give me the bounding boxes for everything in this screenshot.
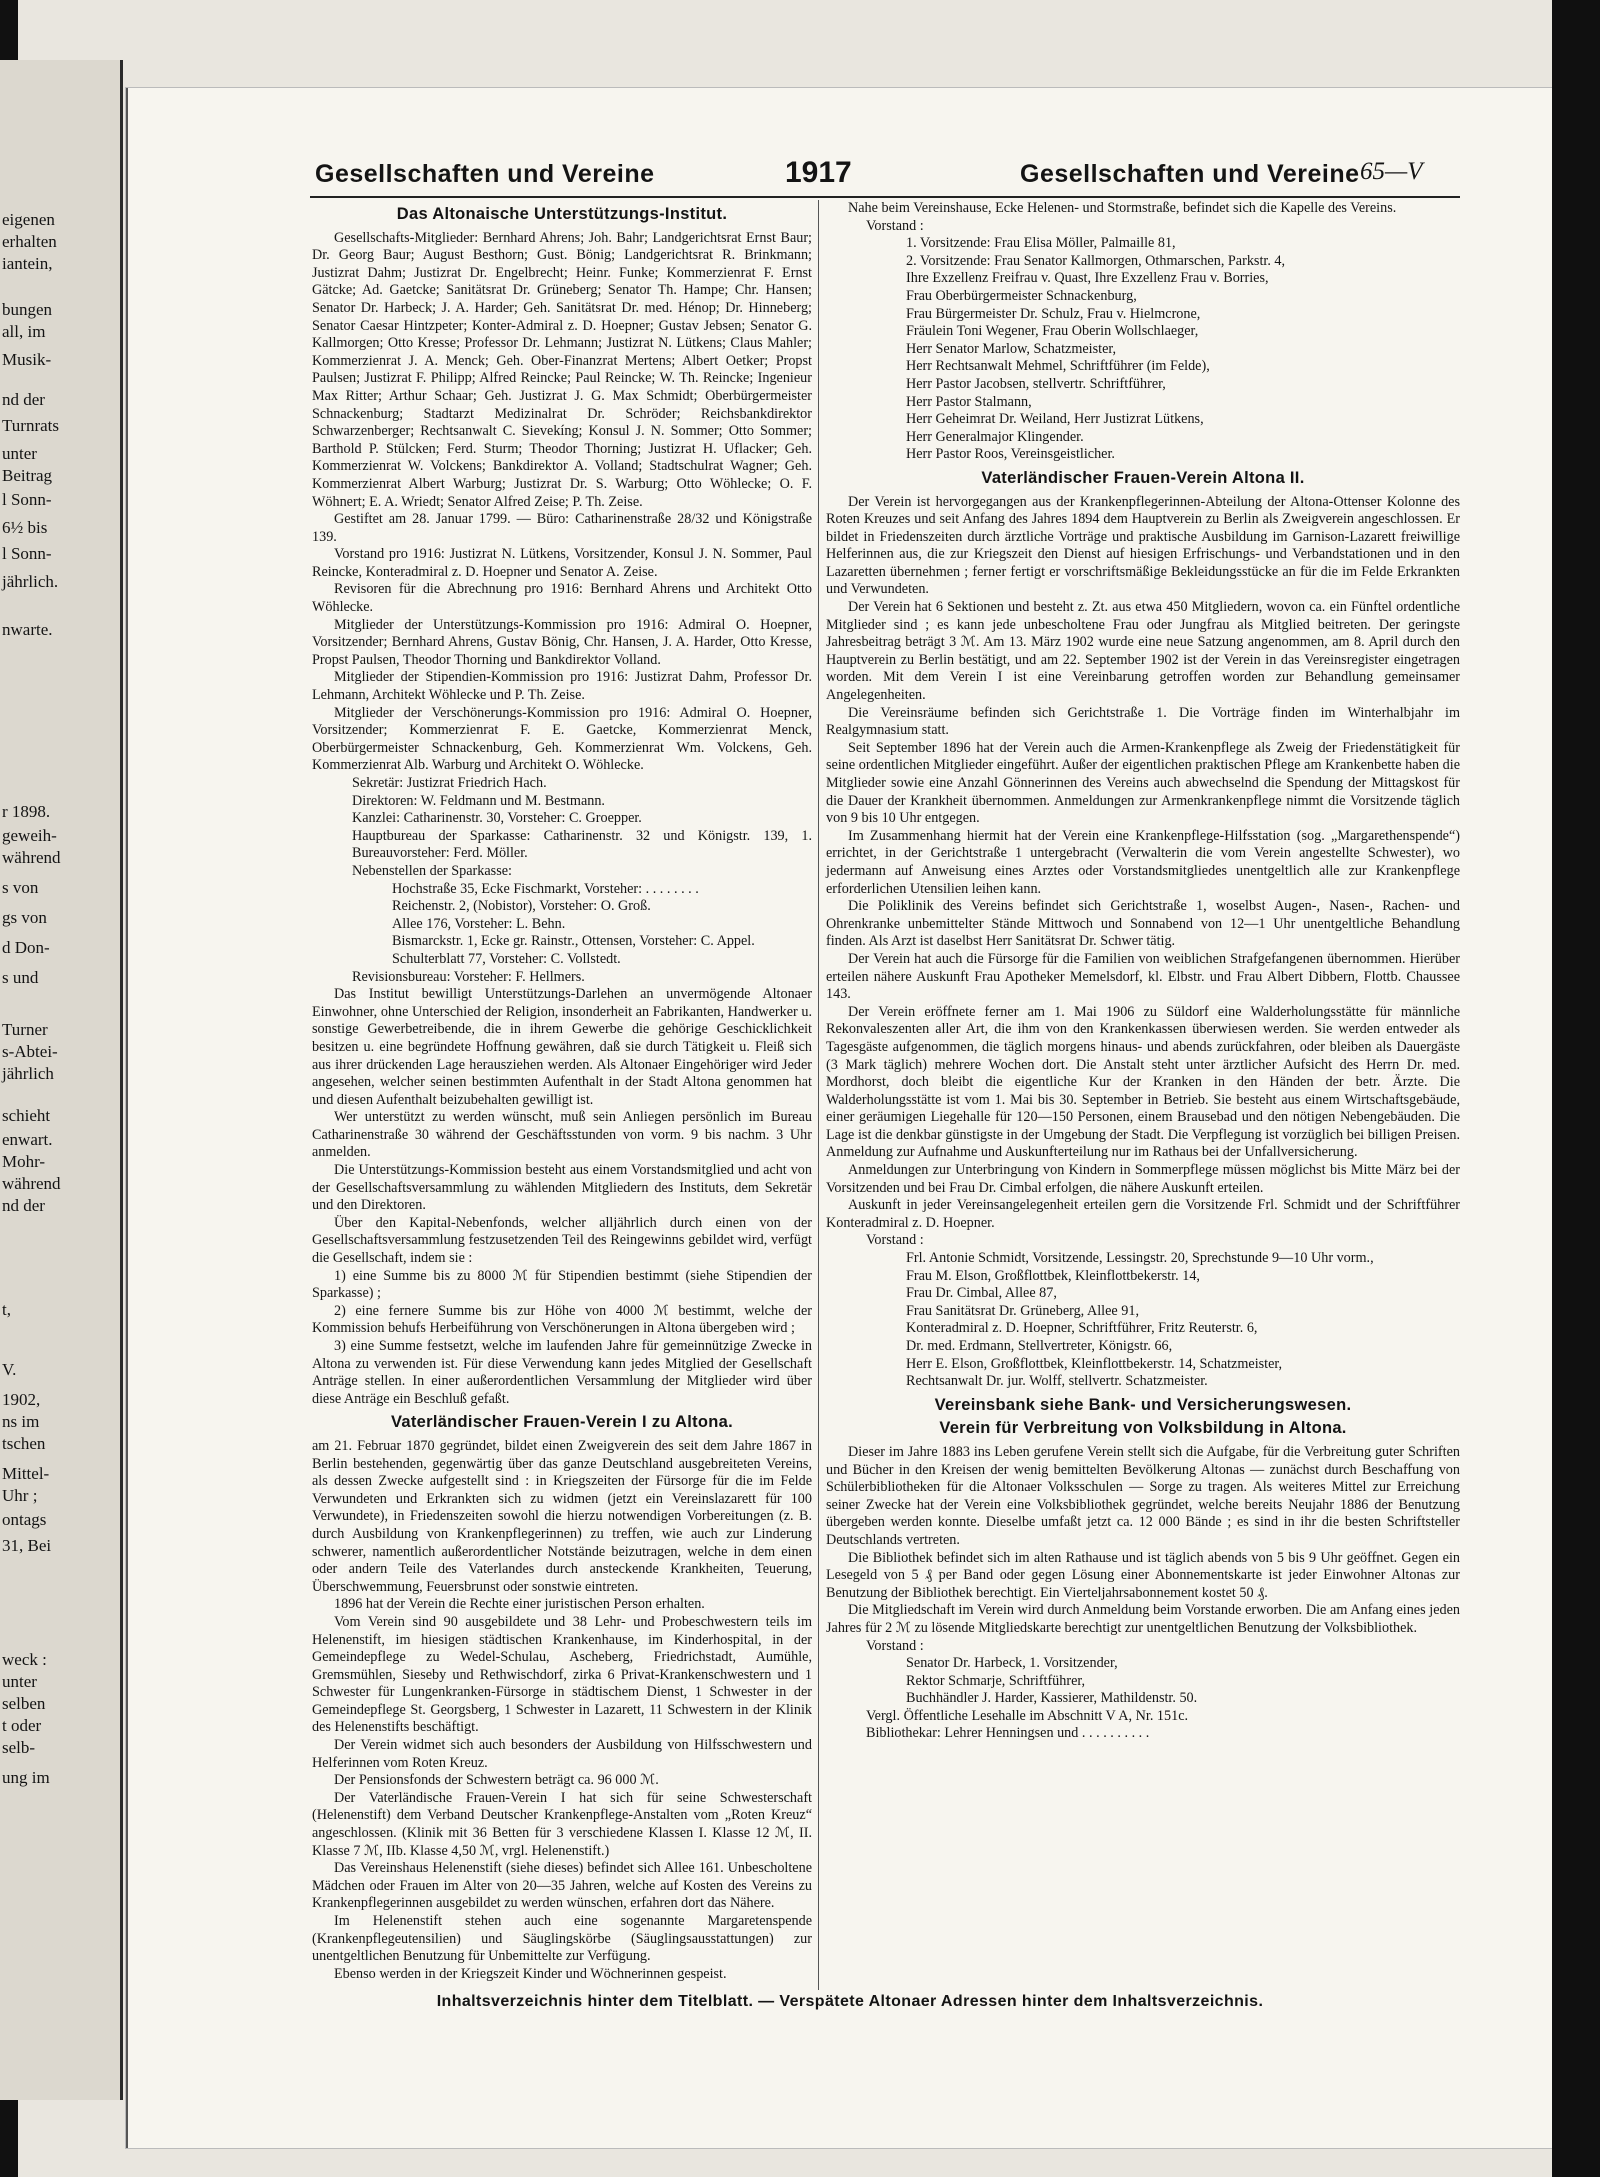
prev-page-text: ns im: [2, 1412, 40, 1431]
prev-page-text: tschen: [2, 1434, 46, 1453]
paragraph: Mitglieder der Verschönerungs-Kommission pro 1916: Admiral O. Hoepner, Vorsitzender; Kommerzienrat F. E. Gaetcke, Kommerzienrat Menck, Oberbürgermeister Schnackenburg, Geh. Kommerzienrat Wm. Volckens, Geh. Kommerzienrat Alb. Warburg und Architekt O. Wöhlecke.: [312, 704, 812, 774]
paragraph: Im Zusammenhang hiermit hat der Verein eine Krankenpflege-Hilfsstation (sog. „Margarethenspende“) errichtet, in der Gerichtstraße 1 untergebracht (Verwalterin die vom Verein angestellte Schwester), wo jedermann auf Anweisung eines Arztes oder Vorstandsmitgliedes unentgeltlich alle zur Krankenpflege erforderlichen Utensilien leihen kann.: [826, 827, 1460, 897]
paragraph: 1896 hat der Verein die Rechte einer juristischen Person erhalten.: [334, 1596, 705, 1613]
paragraph: Die Poliklinik des Vereins befindet sich Gerichtstraße 1, woselbst Augen-, Nasen-, Rachen- und Ohrenkranke unbemittelter Stände Mittwoch und Sonnabend von 12—1 Uhr unentgeltliche Behandlung finden. Als Arzt ist daselbst Herr Sanitätsrat Dr. Schwer tätig.: [826, 898, 1460, 950]
paragraph: Hauptbureau der Sparkasse: Catharinenstr. 32 und Königstr. 139, 1. Bureauvorsteher: Ferd. Möller.: [352, 827, 812, 862]
prev-page-text: während: [2, 1174, 61, 1193]
paragraph: Kanzlei: Catharinenstr. 30, Vorsteher: C. Groepper.: [352, 810, 642, 827]
previous-page-edge: [0, 60, 123, 2100]
paragraph: Der Pensionsfonds der Schwestern beträgt ca. 96 000 ℳ.: [334, 1772, 659, 1789]
paragraph: Frau Oberbürgermeister Schnackenburg,: [906, 287, 1137, 304]
prev-page-text: eigenen: [2, 210, 55, 229]
paragraph: Gestiftet am 28. Januar 1799. — Büro: Catharinenstraße 28/32 und Königstraße 139.: [312, 511, 812, 545]
paragraph: Die Unterstützungs-Kommission besteht aus einem Vorstandsmitglied und acht von der Gesellschaftsversammlung zu wählenden Mitgliedern des Instituts, dem Sekretär und den Direktoren.: [312, 1162, 812, 1214]
paragraph: Dieser im Jahre 1883 ins Leben gerufene Verein stellt sich die Aufgabe, für die Verbreitung guter Schriften und Bücher in den Kreisen der wenig bemittelten Bevölkerung Altonas — zunächst durch Beschaffung von Schülerbibliotheken für die Altonaer Volksschulen — Sorge zu tragen. Als weiteres Mittel zur Erreichung seiner Zwecke hat der Verein eine Volksbibliothek gegründet, welche bereits Neujahr 1886 der Benutzung übergeben werden konnte. Dieselbe umfaßt jetzt ca. 12 000 Bände ; es sind in ihr die besten Schriftsteller Deutschlands vertreten.: [826, 1443, 1460, 1548]
prev-page-text: nd der: [2, 390, 45, 409]
paragraph: Herr Pastor Jacobsen, stellvertr. Schriftführer,: [906, 375, 1166, 392]
paragraph: Vorstand :: [866, 1232, 924, 1249]
prev-page-text: nwarte.: [2, 620, 53, 639]
footer-note: Inhaltsverzeichnis hinter dem Titelblatt. — Verspätete Altonaer Adressen hinter dem Inhaltsverzeichnis.: [436, 1993, 1264, 2010]
paragraph: Rektor Schmarje, Schriftführer,: [906, 1672, 1086, 1689]
prev-page-text: r 1898.: [2, 802, 51, 821]
paragraph: Ebenso werden in der Kriegszeit Kinder und Wöchnerinnen gespeist.: [334, 1965, 727, 1982]
header-year: 1917: [785, 156, 852, 189]
paragraph: Frau M. Elson, Großflottbek, Kleinflottbekerstr. 14,: [906, 1267, 1200, 1284]
paragraph: Senator Dr. Harbeck, 1. Vorsitzender,: [906, 1655, 1118, 1672]
paragraph: Vom Verein sind 90 ausgebildete und 38 Lehr- und Probeschwestern teils im Helenenstift, im hiesigen städtischen Krankenhause, im Kinderhospital, in der Gemeindepflege zu Wedel-Schulau, Ascheberg, Friedrichstadt, Aumühle, Gremsmühlen, Sieseby und Rethwischdorf, zirka 6 Privat-Krankenschwestern und 1 Schwester für Lungenkranken-Fürsorge in städtischem Dienst, 1 Schwester in der Gemeindepflege St. Georgsberg, 1 Schwester in Lazarett, 11 Schwestern in der Klinik des Helenenstifts beschäftigt.: [312, 1613, 812, 1736]
prev-page-text: bungen: [2, 300, 53, 319]
prev-page-text: jährlich: [2, 1064, 54, 1083]
paragraph: Die Vereinsräume befinden sich Gerichtstraße 1. Die Vorträge finden im Winterhalbjahr im Realgymnasium statt.: [826, 704, 1460, 739]
paragraph: Ihre Exzellenz Freifrau v. Quast, Ihre Exzellenz Frau v. Borries,: [906, 270, 1269, 287]
paragraph: Wer unterstützt zu werden wünscht, muß sein Anliegen persönlich im Bureau Catharinenstraße 30 während der Geschäftsstunden von vorm. 9 bis nachm. 3 Uhr anmelden.: [312, 1109, 812, 1161]
prev-page-text: selben: [2, 1694, 46, 1713]
paragraph: Allee 176, Vorsteher: L. Behn.: [392, 915, 566, 932]
paragraph: Herr Geheimrat Dr. Weiland, Herr Justizrat Lütkens,: [906, 411, 1204, 428]
paragraph: Mitglieder der Unterstützungs-Kommission pro 1916: Admiral O. Hoepner, Vorsitzender; Bernhard Ahrens, Gustav Bönig, Chr. Hansen, J. A. Harder, Otto Kresse, Propst Paulsen, Theodor Thorning und Bankdirektor Volland.: [312, 616, 812, 668]
prev-page-text: Turner: [2, 1020, 48, 1039]
paragraph: Das Vereinshaus Helenenstift (siehe dieses) befindet sich Allee 161. Unbescholtene Mädchen oder Frauen im Alter von 20—35 Jahren, welche auf Kosten des Vereins zu Krankenpflegerinnen ausgebildet zu werden wünschen, erfahren dort das Nähere.: [312, 1860, 812, 1912]
paragraph: Frau Bürgermeister Dr. Schulz, Frau v. Hielmcrone,: [906, 305, 1201, 322]
prev-page-text: s von: [2, 878, 39, 897]
paragraph: Fräulein Toni Wegener, Frau Oberin Wollschlaeger,: [906, 323, 1199, 340]
prev-page-text: Mohr-: [2, 1152, 46, 1171]
paragraph: Herr Rechtsanwalt Mehmel, Schriftführer (im Felde),: [906, 358, 1210, 375]
paragraph: Nahe beim Vereinshause, Ecke Helenen- und Stormstraße, befindet sich die Kapelle des Vereins.: [848, 200, 1397, 216]
section-heading: Das Altonaische Unterstützungs-Institut.: [396, 205, 728, 223]
paragraph: Anmeldungen zur Unterbringung von Kindern in Sommerpflege müssen möglichst bis Mitte März bei der Vorsitzenden und bei Frau Dr. Cimbal erfolgen, die nähere Auskunft erteilen.: [826, 1162, 1460, 1196]
prev-page-text: erhalten: [2, 232, 57, 251]
prev-page-text: Mittel-: [2, 1464, 50, 1483]
prev-page-text: selb-: [2, 1738, 36, 1757]
paragraph: Der Vaterländische Frauen-Verein I hat sich für seine Schwesterschaft (Helenenstift) dem Verband Deutscher Krankenpflege-Anstalten vom „Roten Kreuz“ angeschlossen. (Klinik mit 36 Betten für 3 verschiedene Klassen I. Klasse 12 ℳ, II. Klasse 7 ℳ, IIb. Klasse 4,50 ℳ, vrgl. Helenenstift.): [312, 1789, 812, 1859]
prev-page-text: weck :: [2, 1650, 47, 1669]
prev-page-text: l Sonn-: [2, 544, 52, 563]
prev-page-text: t oder: [2, 1716, 42, 1735]
paragraph: am 21. Februar 1870 gegründet, bildet einen Zweigverein des seit dem Jahre 1867 in Berlin bestehenden, gegenwärtig über das ganze Deutschland ausgebreiteten Vereins, als dessen Zwecke aufgestellt sind : in Kriegszeiten der Fürsorge für die im Felde Verwundeten und Erkrankten sich zu widmen (jetzt ein Vereinslazarett für 100 Verwundete), in Friedenszeiten sowohl die hierzu notwendigen Vorbereitungen (z. B. durch Ausbildung von Krankenpflegerinnen) zu treffen, wie auch zur Linderung schwerer, namentlich außerordentlicher Notstände beizutragen, welche in dem einen oder andern Teile des Vaterlandes durch ansteckende Krankheiten, Teuerung, Überschwemmung, Feuersbrunst oder sonstwie eintreten.: [312, 1437, 812, 1595]
prev-page-text: Turnrats: [2, 416, 59, 435]
prev-page-text: geweih-: [2, 826, 57, 845]
prev-page-text: d Don-: [2, 938, 50, 957]
left-column: [312, 200, 812, 1983]
paragraph: Die Mitgliedschaft im Verein wird durch Anmeldung beim Vorstande erworben. Die am Anfang eines jeden Jahres für 2 ℳ zu lösende Mitgliedskarte berechtigt zur unentgeltlichen Benutzung der Volksbibliothek.: [826, 1602, 1460, 1636]
paragraph: Das Institut bewilligt Unterstützungs-Darlehen an unvermögende Altonaer Einwohner, ohne Unterschied der Religion, insonderheit an Fabrikanten, Handwerker u. sonstige Gewerbetreibende, die in ihrem Gewerbe die gehörige Geschicklichkeit besitzen u. eine begründete Hoffnung gewähren, daß sie durch Tätigkeit u. Fleiß sich aus ihrer drückenden Lage herausziehen werden. Als Altonaer Eingehöriger wird Jeder angesehen, welcher seinen bestimmten Aufenthalt in der Stadt Altona genommen hat und diesen Aufenthalt beizubehalten gewilligt ist.: [312, 986, 812, 1108]
header-right-title: Gesellschaften und Vereine: [1020, 160, 1360, 188]
paragraph: Seit September 1896 hat der Verein auch die Armen-Krankenpflege als Zweig der Friedenstätigkeit für seine ordentlichen Mitglieder eingeführt. Außer der eigentlichen praktischen Pflege am Krankenbette haben die Mitglieder sowie eine Anzahl Gönnerinnen des Vereins auch abwechselnd die Spendung der Mittagskost für die Dauer der Krankheit übernommen. Anmeldungen zur Armenkrankenpflege nimmt die Vorsitzende täglich von 9 bis 10 Uhr entgegen.: [826, 739, 1460, 827]
section-heading: Vaterländischer Frauen-Verein I zu Altona.: [390, 1413, 734, 1432]
paragraph: Herr Pastor Roos, Vereinsgeistlicher.: [906, 446, 1115, 463]
right-column: [826, 200, 1460, 1743]
prev-page-text: unter: [2, 444, 37, 463]
paragraph: 1. Vorsitzende: Frau Elisa Möller, Palmaille 81,: [906, 235, 1176, 252]
prev-page-text: schieht: [2, 1106, 51, 1125]
paragraph: Vorstand pro 1916: Justizrat N. Lütkens, Vorsitzender, Konsul J. N. Sommer, Paul Reincke, Konteradmiral z. D. Hoepner und Senator A. Zeise.: [312, 546, 812, 580]
prev-page-text: s und: [2, 968, 39, 987]
paragraph: Direktoren: W. Feldmann und M. Bestmann.: [352, 792, 605, 809]
prev-page-text: ung im: [2, 1768, 50, 1787]
paragraph: Rechtsanwalt Dr. jur. Wolff, stellvertr. Schatzmeister.: [906, 1373, 1208, 1390]
prev-page-text: 31, Bei: [2, 1536, 52, 1555]
paragraph: Konteradmiral z. D. Hoepner, Schriftführer, Fritz Reuterstr. 6,: [906, 1320, 1258, 1337]
prev-page-text: ontags: [2, 1510, 47, 1529]
paragraph: Schulterblatt 77, Vorsteher: C. Vollstedt.: [392, 950, 621, 967]
section-heading: Vereinsbank siehe Bank- und Versicherungswesen.: [934, 1395, 1352, 1414]
column-divider: [818, 200, 819, 1990]
prev-page-text: iantein,: [2, 254, 53, 273]
prev-page-text: l Sonn-: [2, 490, 52, 509]
paragraph: Revisoren für die Abrechnung pro 1916: Bernhard Ahrens und Architekt Otto Wöhlecke.: [312, 581, 812, 616]
paragraph: 2. Vorsitzende: Frau Senator Kallmorgen, Othmarschen, Parkstr. 4,: [906, 252, 1286, 269]
paragraph: 1) eine Summe bis zu 8000 ℳ für Stipendien bestimmt (siehe Stipendien der Sparkasse) ;: [312, 1267, 812, 1302]
prev-page-text: enwart.: [2, 1130, 53, 1149]
prev-page-text: jährlich.: [2, 572, 59, 591]
paragraph: Nebenstellen der Sparkasse:: [352, 862, 512, 879]
paragraph: Die Bibliothek befindet sich im alten Rathause und ist täglich abends von 5 bis 9 Uhr geöffnet. Gegen ein Lesegeld von 5 ₰ per Band oder gegen Lösung einer Abonnementskarte ist jeder Einwohner Altonas zur Benutzung der Bibliothek berechtigt. Ein Vierteljahrsabonnement kostet 50 ₰.: [826, 1549, 1460, 1601]
paragraph: Reichenstr. 2, (Nobistor), Vorsteher: O. Groß.: [392, 898, 651, 915]
paragraph: Auskunft in jeder Vereinsangelegenheit erteilen gern die Vorsitzende Frl. Schmidt und der Schriftführer Konteradmiral z. D. Hoepner.: [826, 1197, 1460, 1231]
paragraph: Gesellschafts-Mitglieder: Bernhard Ahrens; Joh. Bahr; Landgerichtsrat Ernst Baur; Dr. Georg Baur; August Besthorn; Gust. Bönig; Landgerichtsrat R. Brinkmann; Justizrat Dahm; Justizrat Dr. Engelbrecht; Heinr. Funke; Kommerzienrat F. Ernst Gätcke; Ad. Gaetcke; Sanitätsrat Dr. Grüneberg; Senator Th. Hampe; Chr. Hansen; Senator Dr. Harbeck; J. A. Harder; Geh. Sanitätsrat Dr. med. Hénop; Dr. Hinneberg; Senator Caesar Hintzpeter; Konter-Admiral z. D. Hoepner; Gustav Jebsen; Senator G. Kallmorgen; Otto Kresse; Professor Dr. Lehmann; Justizrat N. Lütkens; Claus Mahler; Kommerzienrat J. A. Menck; Geh. Ober-Finanzrat Mertens; Albert Oetker; Propst Paulsen; Justizrat F. Philipp; Alfred Reincke; Paul Reincke; W. Th. Reincke; Ingenieur Max Ritter; Arthur Schaar; Geh. Justizrat J. G. Max Schmidt; Oberbürgermeister Schnackenburg; Stadtarzt Medizinalrat Dr. Schröder; Reichsbankdirektor Schwarzenberger; Rechtsanwalt C. Sievekíng; Konsul J. N. Sommer; Otto Sommer; Barthold P. Stülcken; Ferd. Sturm; Theodor Thorning; Justizrat H. Uflacker; Geh. Kommerzienrat W. Volckens; Bankdirektor A. Volland; Stadtschulrat Wagner; Geh. Kommerzienrat Albert Warburg; Justizrat Dr. S. Warburg; Otto Wöhlecke; O. F. Wöhnert; E. A. Wriedt; Senator Alfred Zeise; P. Th. Zeise.: [312, 229, 812, 510]
prev-page-text: unter: [2, 1672, 37, 1691]
prev-page-text: 1902,: [2, 1390, 41, 1409]
paragraph: Herr Senator Marlow, Schatzmeister,: [906, 340, 1117, 357]
section-heading: Verein für Verbreitung von Volksbildung in Altona.: [939, 1419, 1347, 1438]
header-left-title: Gesellschaften und Vereine: [315, 160, 655, 188]
paragraph: Im Helenenstift stehen auch eine sogenannte Margaretenspende (Krankenpflegeutensilien) und Säuglingskörbe (Säuglingsausstattungen) zur unentgeltlichen Benutzung für Unbemittelte zur Verfügung.: [312, 1913, 812, 1965]
paragraph: 3) eine Summe festsetzt, welche im laufenden Jahre für gemeinnützige Zwecke in Altona zu verwenden ist. Für diese Verwendung kann jedes Mitglied der Gesellschaft Anträge stellen. In einer außerordentlichen Versammlung der Mitglieder wird über diese Anträge ein Beschluß gefaßt.: [312, 1338, 812, 1407]
scan-border: [1552, 0, 1600, 2177]
prev-page-text: Beitrag: [2, 466, 53, 485]
paragraph: Vorstand :: [866, 217, 924, 234]
paragraph: Revisionsbureau: Vorsteher: F. Hellmers.: [352, 968, 585, 985]
paragraph: Herr Generalmajor Klingender.: [906, 428, 1084, 445]
paragraph: Buchhändler J. Harder, Kassierer, Mathildenstr. 50.: [906, 1690, 1198, 1707]
paragraph: Herr E. Elson, Großflottbek, Kleinflottbekerstr. 14, Schatzmeister,: [906, 1355, 1283, 1372]
section-heading: Vaterländischer Frauen-Verein Altona II.: [981, 468, 1305, 487]
paragraph: Über den Kapital-Nebenfonds, welcher alljährlich durch einen von der Gesellschaftsversammlung festzusetzenden Teil des Reingewinns gebildet wird, verfügt die Gesellschaft, indem sie :: [312, 1214, 812, 1267]
paragraph: Der Verein hat auch die Fürsorge für die Familien von weiblichen Strafgefangenen übernommen. Hierüber erteilen nähere Auskunft Frau Apotheker Memelsdorf, kl. Elbstr. und Frau Albert Dibbern, Flottb. Chaussee 143.: [826, 950, 1460, 1003]
paragraph: 2) eine fernere Summe bis zur Höhe von 4000 ℳ bestimmt, welche der Kommission behufs Herbeiführung von Verschönerungen in Altona übergeben wird ;: [312, 1302, 812, 1337]
paragraph: Dr. med. Erdmann, Stellvertreter, Königstr. 66,: [906, 1338, 1173, 1354]
paragraph: Frau Dr. Cimbal, Allee 87,: [906, 1285, 1057, 1302]
paragraph: Der Verein eröffnete ferner am 1. Mai 1906 zu Süldorf eine Walderholungsstätte für männliche Rekonvaleszenten aller Art, die ihm von den Krankenkassen überwiesen werden. Sie werden entweder als Tagesgäste aufgenommen, die täglich morgens hinaus- und abends zurückfahren, oder bleiben als Dauergäste (3 Mark täglich) mehrere Wochen dort. Die Anstalt steht unter ärztlicher Aufsicht des Herrn Dr. med. Mordhorst, doch bleibt die eigentliche Kur der Kranken in den Händen der betr. Ärzte. Die Walderholungsstätte ist vom 1. Mai bis 30. September in Betrieb. Sie besteht aus einem Wirtschaftsgebäude, einer geräumigen Liegehalle für 120—150 Personen, einem Brausebad und den nötigen Nebengebäuden. Die Lage ist die denkbar günstigste in der Umgebung der Stadt. Die Verpflegung ist vorzüglich bei billigen Preisen. Anmeldung zur Aufnahme und Auskunfterteilung nur im Rathaus bei der Unfallversicherung.: [826, 1003, 1460, 1161]
paragraph: Sekretär: Justizrat Friedrich Hach.: [352, 775, 547, 791]
prev-page-text: Uhr ;: [2, 1486, 38, 1505]
prev-page-text: gs von: [2, 908, 47, 927]
prev-page-text: Musik-: [2, 350, 52, 369]
paragraph: Mitglieder der Stipendien-Kommission pro 1916: Justizrat Dahm, Professor Dr. Lehmann, Architekt Wöhlecke und P. Th. Zeise.: [312, 669, 812, 704]
paragraph: Der Verein hat 6 Sektionen und besteht z. Zt. aus etwa 450 Mitgliedern, wovon ca. ein Fünftel ordentliche Mitglieder sind ; es kann jede unbescholtene Frau oder Jungfrau als Mitglied beitreten. Der geringste Jahresbeitrag beträgt 3 ℳ. Am 13. März 1902 wurde eine neue Satzung angenommen, am 8. April durch den Hauptverein zu Berlin bestätigt, und am 22. September 1902 ist der Verein in das Vereinsregister eingetragen worden. Mit dem Verein I ist eine Vereinbarung getroffen worden zur Behandlung gemeinsamer Angelegenheiten.: [826, 599, 1460, 704]
prev-page-text: während: [2, 848, 61, 867]
paragraph: Der Verein ist hervorgegangen aus der Krankenpflegerinnen-Abteilung der Altona-Ottenser Kolonne des Roten Kreuzes und seit Anfang des Jahres 1894 dem Hauptverein zu Berlin als Zweigverein angeschlossen. Er bildet in Friedenszeiten durch ärztliche Vorträge und praktische Ausbildung im Garnison-Lazarett freiwillige Helferinnen aus, die zur Kriegszeit den Dienst auf hiesigen Erfrischungs- und Verbandstationen und in den Lazaretten übernehmen ; ferner fertigt er vorschriftsmäßige Bekleidungsstücke an für die im Felde Erkrankten und Verwundeten.: [826, 493, 1460, 598]
paragraph: Bismarckstr. 1, Ecke gr. Rainstr., Ottensen, Vorsteher: C. Appel.: [392, 933, 755, 950]
prev-page-text: all, im: [2, 322, 46, 341]
page-number: 65—V: [1360, 158, 1423, 185]
running-header: [190, 156, 1490, 196]
prev-page-text: V.: [2, 1360, 17, 1379]
paragraph: Herr Pastor Stalmann,: [906, 393, 1032, 410]
prev-page-text: t,: [2, 1300, 11, 1319]
header-rule: [310, 196, 1460, 198]
paragraph: Frau Sanitätsrat Dr. Grüneberg, Allee 91,: [906, 1302, 1139, 1319]
prev-page-text: nd der: [2, 1196, 45, 1215]
paragraph: Der Verein widmet sich auch besonders der Ausbildung von Hilfsschwestern und Helferinnen vom Roten Kreuz.: [312, 1737, 812, 1771]
paragraph: Hochstraße 35, Ecke Fischmarkt, Vorsteher: . . . . . . . .: [392, 880, 699, 897]
paragraph: Vergl. Öffentliche Lesehalle im Abschnitt V A, Nr. 151c.: [866, 1707, 1189, 1724]
paragraph: Vorstand :: [866, 1637, 924, 1654]
prev-page-text: s-Abtei-: [2, 1042, 58, 1061]
paragraph: Bibliothekar: Lehrer Henningsen und . . . . . . . . . .: [866, 1725, 1150, 1742]
paragraph: Frl. Antonie Schmidt, Vorsitzende, Lessingstr. 20, Sprechstunde 9—10 Uhr vorm.,: [906, 1250, 1374, 1267]
prev-page-text: 6½ bis: [2, 518, 48, 537]
